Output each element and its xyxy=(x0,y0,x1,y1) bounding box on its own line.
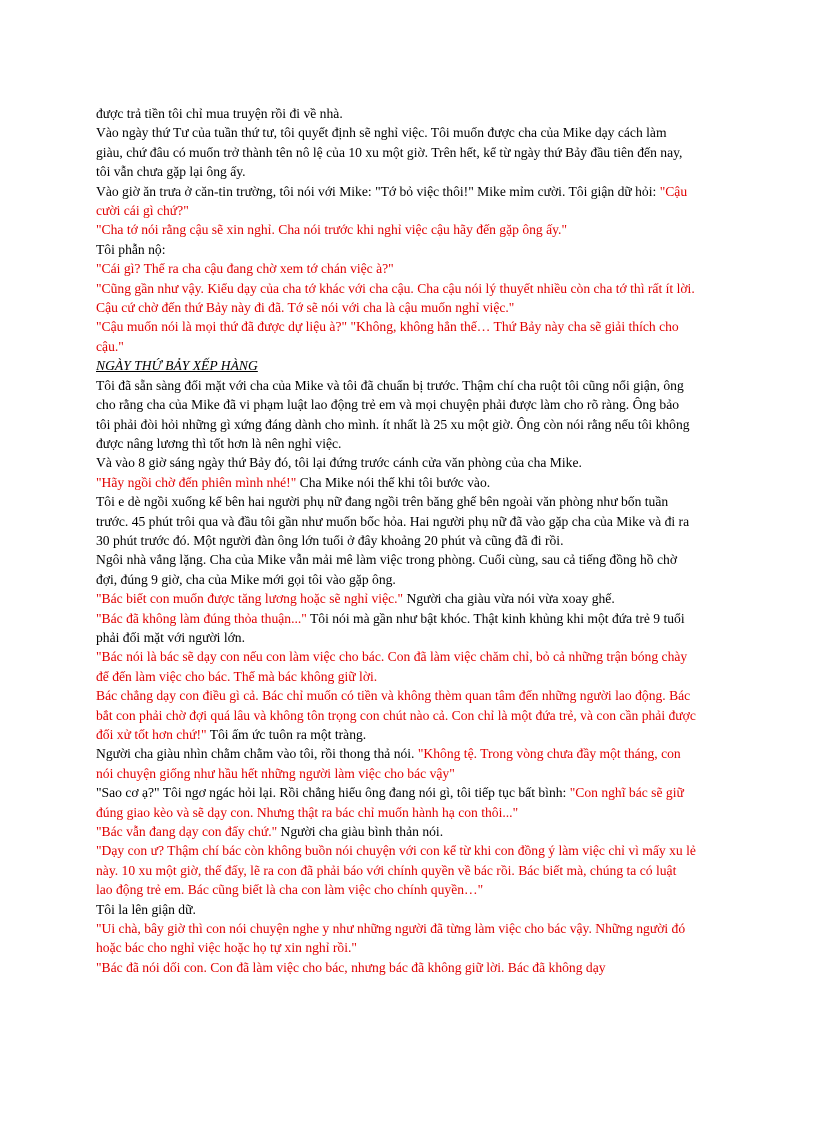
paragraph xyxy=(96,123,696,181)
paragraph xyxy=(96,317,696,356)
narration-text: Tôi phẫn nộ: xyxy=(96,241,166,257)
dialogue-text: "Bác đã không làm đúng thỏa thuận..." xyxy=(96,610,307,626)
dialogue-text: "Bác biết con muốn được tăng lương hoặc sẽ nghỉ việc." xyxy=(96,591,404,607)
paragraph xyxy=(96,259,696,278)
narration-text: Người cha giàu vừa nói vừa xoay ghế. xyxy=(403,591,615,607)
narration-text: Tôi ấm ức tuôn ra một tràng. xyxy=(206,727,367,742)
paragraph xyxy=(96,919,696,958)
dialogue-text: "Bác đã nói dối con. Con đã làm việc cho bác, nhưng bác đã không giữ lời. Bác đã không dạy xyxy=(96,959,606,975)
narration-text: Và vào 8 giờ sáng ngày thứ Bảy đó, tôi lại đứng trước cánh cửa văn phòng của cha Mike. xyxy=(96,455,582,471)
paragraph xyxy=(96,609,696,648)
narration-text: Tôi đã sẵn sàng đối mặt với cha của Mike và tôi đã chuẩn bị trước. Thậm chí cha ruột tôi cũng nổi giận, ông cho rằng cha của Mike đã vi phạm luật lao động trẻ em và mọi chuyện phải được làm cho rõ ràng. Ông bảo tôi phải đòi hỏi những gì xứng đáng dành cho mình. ít nhất là 25 xu một giờ. Ông còn nói rằng nếu tôi không được nâng lương thì tốt hơn là nên nghỉ việc. xyxy=(96,377,693,451)
paragraph xyxy=(96,473,696,492)
narration-text: được trả tiền tôi chỉ mua truyện rồi đi về nhà. xyxy=(96,106,343,121)
paragraph xyxy=(96,492,696,550)
dialogue-text: "Bác nói là bác sẽ dạy con nếu con làm việc cho bác. Con đã làm việc chăm chỉ, bỏ cả những trận bóng chày để đến làm việc cho bác. Thế mà bác không giữ lời. xyxy=(96,649,691,684)
narration-text: Cha Mike nói thế khi tôi bước vào. xyxy=(296,474,491,490)
narration-text: Tôi la lên giận dữ. xyxy=(96,901,196,917)
paragraph xyxy=(96,589,696,608)
narration-text: Vào giờ ăn trưa ở căn-tin trường, tôi nói với Mike: "Tớ bỏ việc thôi!" Mike mỉm cười. Tôi giận dữ hỏi: xyxy=(96,183,660,199)
dialogue-text: "Cha tớ nói rằng cậu sẽ xin nghỉ. Cha nói trước khi nghỉ việc cậu hãy đến gặp ông ấy." xyxy=(96,222,568,238)
paragraph xyxy=(96,900,696,919)
dialogue-text: "Cũng gần như vậy. Kiểu dạy của cha tớ khác với cha cậu. Cha cậu nói lý thuyết nhiều còn cha tớ thì rất ít lời. Cậu cứ chờ đến thứ Bảy này đi đã. Tớ sẽ nói với cha là cậu muốn nghỉ việc." xyxy=(96,280,699,316)
dialogue-text: "Con nghĩ bác sẽ giữ đúng giao kèo và sẽ dạy con. Nhưng thật ra bác chỉ muốn hành hạ con thôi..." xyxy=(96,785,688,820)
paragraph xyxy=(96,104,696,123)
dialogue-text: "Dạy con ư? Thậm chí bác còn không buồn nói chuyện với con kể từ khi con đồng ý làm việc chỉ vì mấy xu lẻ này. 10 xu một giờ, thế đấy, lẽ ra con đã phải báo với chính quyền về bác rồi. Bác biết mà, chúng ta có luật lao động trẻ em. Bác cũng biết là cha con làm việc cho chính quyền…" xyxy=(96,843,700,898)
paragraph xyxy=(96,822,696,841)
paragraph xyxy=(96,841,700,899)
paragraph xyxy=(96,220,696,239)
narration-text: Vào ngày thứ Tư của tuần thứ tư, tôi quyết định sẽ nghỉ việc. Tôi muốn được cha của Mike dạy cách làm giàu, chứ đâu có muốn trở thành tên nô lệ của 10 xu một giờ. Trên hết, kể từ ngày thứ Bảy đầu tiên đến nay, tôi vẫn chưa gặp lại ông ấy. xyxy=(96,125,686,180)
paragraph xyxy=(96,958,696,977)
paragraph xyxy=(96,744,696,783)
paragraph xyxy=(96,647,696,686)
section-heading xyxy=(96,356,696,375)
dialogue-text: Bác chẳng dạy con điều gì cả. Bác chỉ muốn có tiền và không thèm quan tâm đến những người lao động. Bác bắt con phải chờ đợi quá lâu và không tôn trọng con chút nào cả. Con chỉ là một đứa trẻ, và con cần phải được đối xử tốt hơn chứ!" xyxy=(96,688,700,742)
dialogue-text: "Cái gì? Thế ra cha cậu đang chờ xem tớ chán việc à?" xyxy=(96,261,394,277)
narration-text: Tôi e dè ngồi xuống kế bên hai người phụ nữ đang ngồi trên băng ghế bên ngoài văn phòng như bốn tuần trước. 45 phút trôi qua và đầu tôi gần như muốn bốc hỏa. Hai người phụ nữ đã vào gặp cha của Mike và đi ra 30 phút trước đó. Một người đàn ông lớn tuổi ở đây khoảng 20 phút và cũng đã đi rồi. xyxy=(96,494,693,548)
paragraph xyxy=(96,453,696,472)
narration-text: Người cha giàu nhìn chằm chằm vào tôi, rồi thong thả nói. xyxy=(96,746,418,762)
document-page xyxy=(96,104,700,977)
dialogue-text: "Cậu muốn nói là mọi thứ đã được dự liệu à?" "Không, không hẳn thế… Thứ Bảy này cha sẽ giải thích cho cậu." xyxy=(96,319,683,354)
dialogue-text: "Ui chà, bây giờ thì con nói chuyện nghe y như những người đã từng làm việc cho bác vậy. Những người đó hoặc bác cho nghỉ việc hoặc họ tự xin nghỉ rồi." xyxy=(96,921,689,956)
paragraph xyxy=(96,279,699,318)
paragraph xyxy=(96,182,696,221)
dialogue-text: "Cậu cười cái gì chứ?" xyxy=(96,183,691,219)
narration-text: NGÀY THỨ BẢY XẾP HÀNG xyxy=(96,358,258,374)
dialogue-text: "Bác vẫn đang dạy con đấy chứ." xyxy=(96,824,278,840)
narration-text: Người cha giàu bình thản nói. xyxy=(277,824,444,840)
narration-text: "Sao cơ ạ?" Tôi ngơ ngác hỏi lại. Rồi chẳng hiểu ông đang nói gì, tôi tiếp tục bất bình: xyxy=(96,785,570,801)
dialogue-text: "Hãy ngồi chờ đến phiên mình nhé!" xyxy=(96,474,297,490)
narration-text: Tôi nói mà gần như bật khóc. Thật kinh khủng khi một đứa trẻ 9 tuổi phải đối mặt với người lớn. xyxy=(96,610,689,645)
paragraph xyxy=(96,783,696,822)
narration-text: Ngôi nhà vắng lặng. Cha của Mike vẫn mải mê làm việc trong phòng. Cuối cùng, sau cả tiếng đồng hồ chờ đợi, đúng 9 giờ, cha của Mike mới gọi tôi vào gặp ông. xyxy=(96,552,681,587)
paragraph xyxy=(96,686,700,744)
paragraph xyxy=(96,240,696,259)
dialogue-text: "Không tệ. Trong vòng chưa đầy một tháng, con nói chuyện giống như hầu hết những người làm việc cho bác vậy" xyxy=(96,746,685,781)
paragraph xyxy=(96,376,696,454)
paragraph xyxy=(96,550,696,589)
